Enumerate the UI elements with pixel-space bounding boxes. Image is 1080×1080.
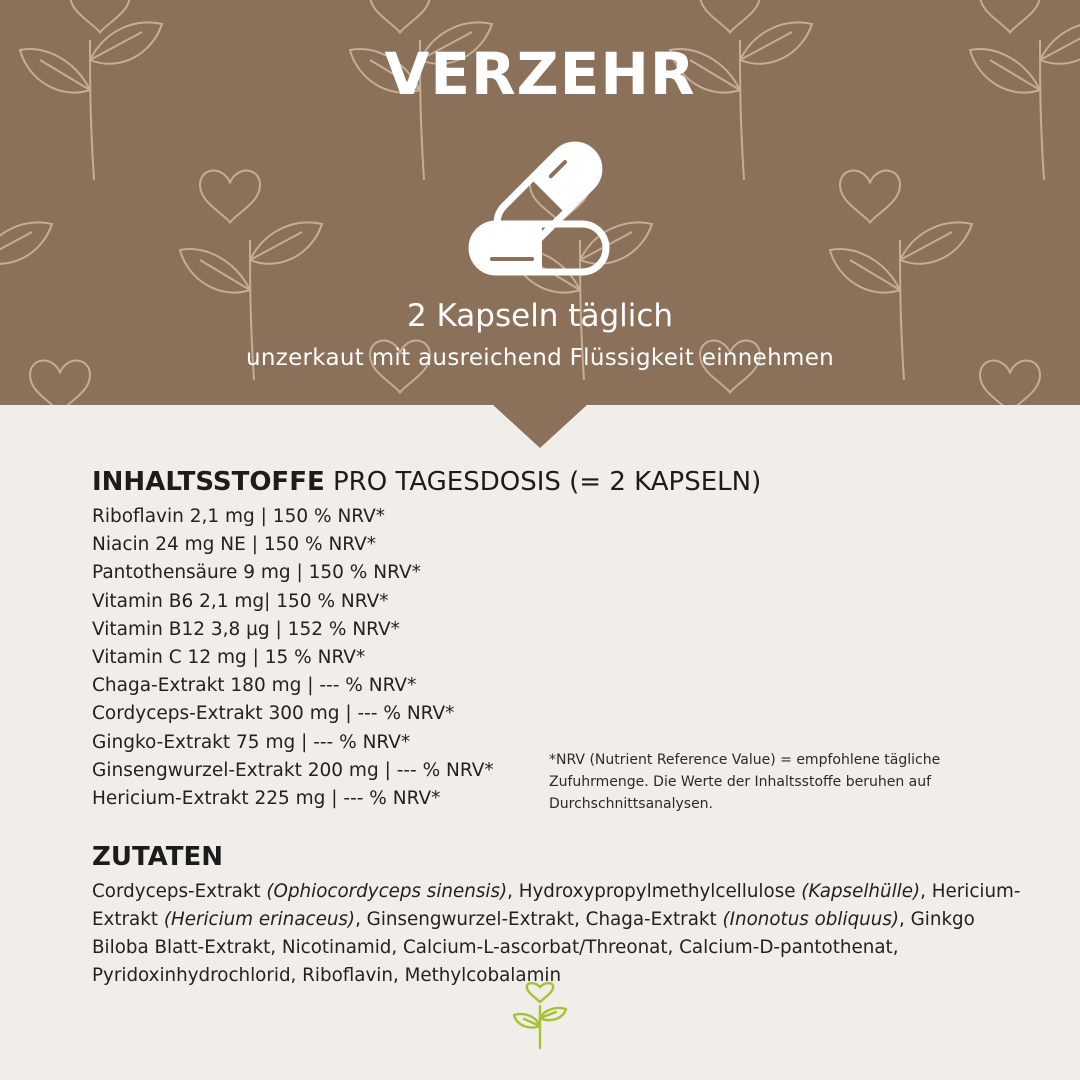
list-item: Vitamin B12 3,8 µg | 152 % NRV*: [92, 618, 400, 640]
hero-section: [0, 0, 1080, 405]
dosage-text: 2 Kapseln täglich: [406, 298, 674, 334]
zutaten-segment: , Ginkgo Biloba Blatt-Extrakt, Nicotinamid, Calcium-L-ascorbat/Threonat, Calcium-D-pantothenat, Pyridoxinhydrochlorid, Riboflavin, Methylcobalamin: [92, 909, 975, 986]
ingredients-list: [92, 503, 494, 813]
zutaten-segment: , Hericium-Extrakt: [92, 881, 1021, 930]
zutaten-heading: ZUTATEN: [92, 842, 224, 872]
ingredients-heading: [92, 467, 761, 497]
zutaten-segment-latin: (Inonotus obliquus): [722, 909, 900, 930]
heart-icon: [980, 0, 1040, 33]
list-item: Pantothensäure 9 mg | 150 % NRV*: [92, 562, 421, 584]
list-item: Niacin 24 mg NE | 150 % NRV*: [92, 534, 377, 556]
heart-icon: [200, 171, 260, 223]
zutaten-segment-latin: (Kapselhülle): [801, 881, 921, 902]
zutaten-segment: , Hydroxypropylmethylcellulose: [507, 881, 802, 902]
nrv-footnote: *NRV (Nutrient Reference Value) = empfohlene tägliche Zufuhrmenge. Die Werte der Inhaltsstoffe beruhen auf Durchschnittsanalysen.: [549, 752, 941, 812]
section-pointer: [492, 404, 588, 448]
heart-icon: [70, 0, 130, 33]
list-item: Ginsengwurzel-Extrakt 200 mg | --- % NRV*: [92, 759, 494, 781]
ingredients-heading-rest: PRO TAGESDOSIS (= 2 KAPSELN): [324, 467, 762, 497]
zutaten-text: [92, 878, 1022, 990]
heart-icon: [840, 171, 900, 223]
intake-instruction: unzerkaut mit ausreichend Flüssigkeit einnehmen: [245, 345, 835, 371]
zutaten-segment-latin: (Ophiocordyceps sinensis): [266, 881, 508, 902]
heart-icon: [700, 0, 760, 33]
ingredients-heading-bold: INHALTSSTOFFE: [92, 467, 325, 497]
heart-icon: [370, 0, 430, 33]
list-item: Gingko-Extrakt 75 mg | --- % NRV*: [92, 731, 411, 753]
zutaten-segment: Cordyceps-Extrakt: [92, 881, 267, 902]
page-title: VERZEHR: [384, 40, 696, 108]
list-item: Hericium-Extrakt 225 mg | --- % NRV*: [92, 787, 441, 809]
heart-sprout-icon: [508, 982, 572, 1052]
list-item: Riboflavin 2,1 mg | 150 % NRV*: [92, 506, 386, 527]
capsule-icon: [466, 128, 616, 278]
zutaten-segment-latin: (Hericium erinaceus): [163, 909, 356, 930]
list-item: Cordyceps-Extrakt 300 mg | --- % NRV*: [92, 703, 455, 725]
list-item: Vitamin C 12 mg | 15 % NRV*: [92, 646, 366, 668]
list-item: Vitamin B6 2,1 mg| 150 % NRV*: [92, 590, 389, 612]
zutaten-segment: , Ginsengwurzel-Extrakt, Chaga-Extrakt: [355, 909, 723, 930]
list-item: Chaga-Extrakt 180 mg | --- % NRV*: [92, 675, 417, 697]
